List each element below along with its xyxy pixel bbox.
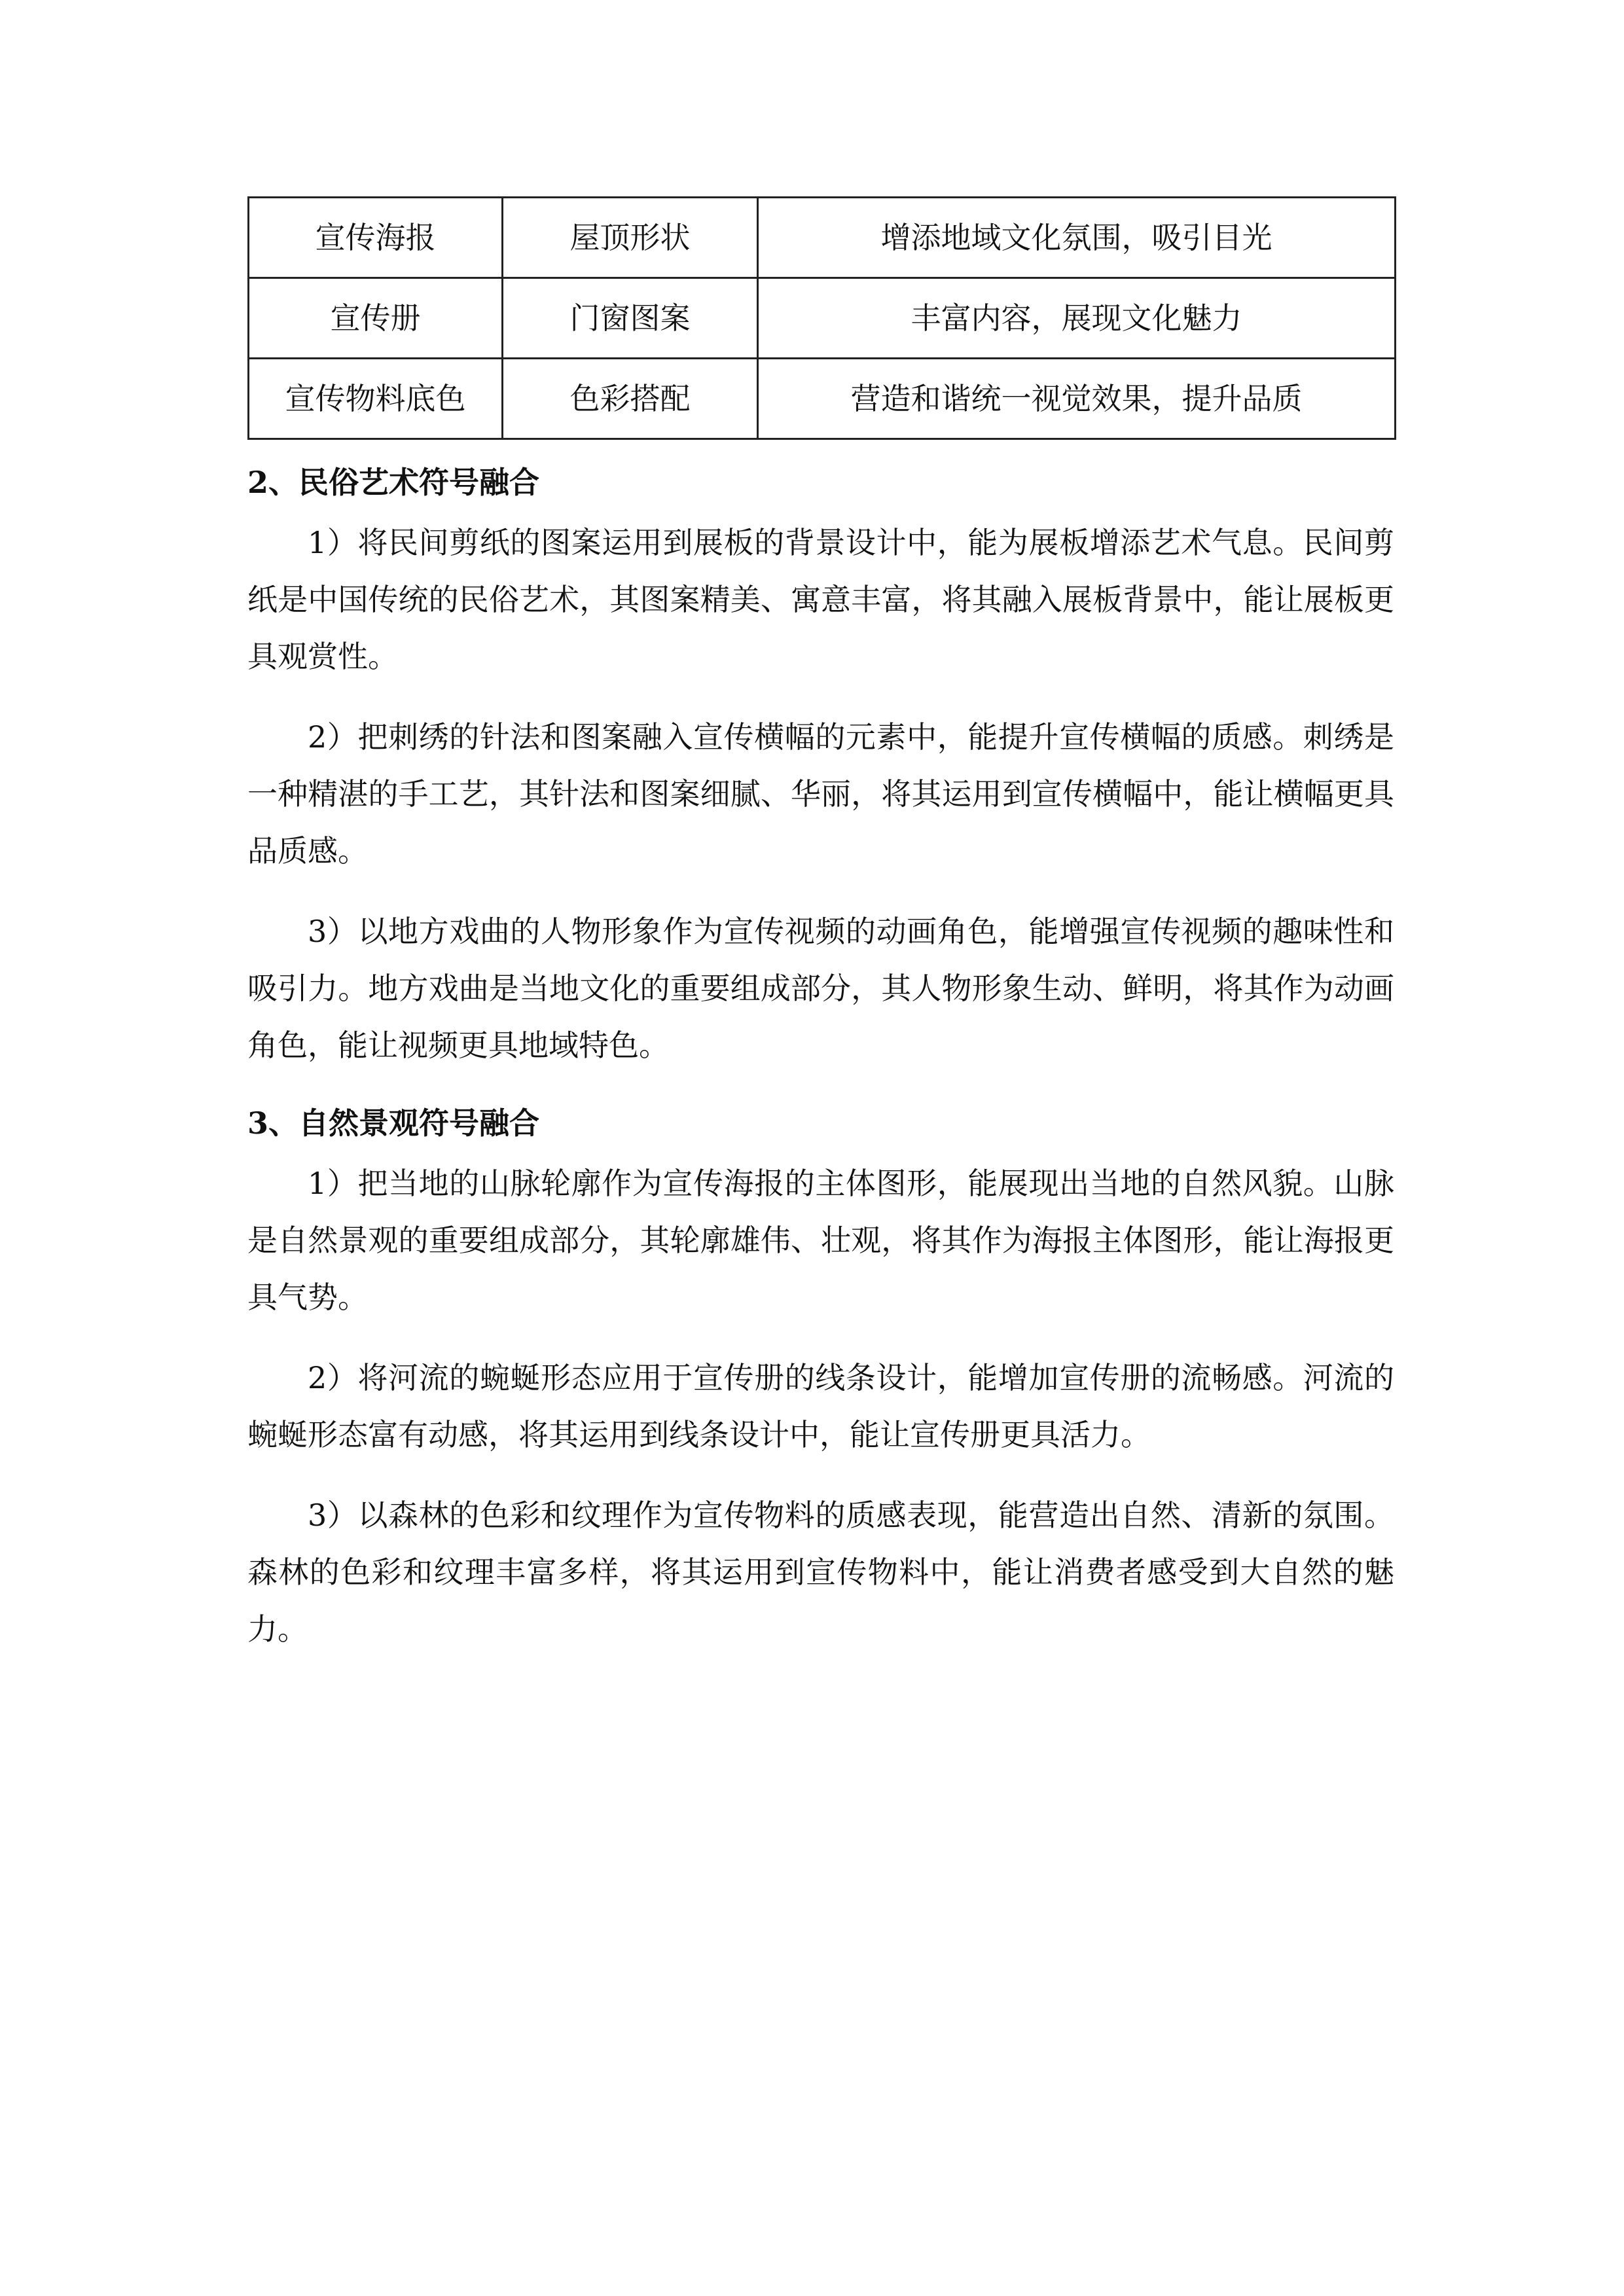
section-heading-folk-art: 2、民俗艺术符号融合 bbox=[247, 465, 540, 500]
page-content bbox=[247, 196, 1394, 1658]
symbol-application-table bbox=[247, 196, 1396, 440]
table-row bbox=[249, 198, 1396, 278]
table-cell: 宣传册 bbox=[249, 278, 503, 359]
table-cell: 门窗图案 bbox=[503, 278, 758, 359]
table-cell: 屋顶形状 bbox=[503, 198, 758, 278]
table-cell: 宣传海报 bbox=[249, 198, 503, 278]
table-row bbox=[249, 278, 1396, 359]
paragraph-landscape-2: 2）将河流的蜿蜒形态应用于宣传册的线条设计，能增加宣传册的流畅感。河流的蜿蜒形态富有动感，将其运用到线条设计中，能让宣传册更具活力。 bbox=[247, 1360, 1394, 1452]
table-row bbox=[249, 359, 1396, 439]
paragraph-landscape-1: 1）把当地的山脉轮廓作为宣传海报的主体图形，能展现出当地的自然风貌。山脉是自然景观的重要组成部分，其轮廓雄伟、壮观，将其作为海报主体图形，能让海报更具气势。 bbox=[247, 1166, 1394, 1315]
table-cell: 丰富内容，展现文化魅力 bbox=[758, 278, 1396, 359]
paragraph-folk-art-1: 1）将民间剪纸的图案运用到展板的背景设计中，能为展板增添艺术气息。民间剪纸是中国传统的民俗艺术，其图案精美、寓意丰富，将其融入展板背景中，能让展板更具观赏性。 bbox=[247, 525, 1394, 674]
paragraph-folk-art-3: 3）以地方戏曲的人物形象作为宣传视频的动画角色，能增强宣传视频的趣味性和吸引力。地方戏曲是当地文化的重要组成部分，其人物形象生动、鲜明，将其作为动画角色，能让视频更具地域特色。 bbox=[247, 914, 1394, 1063]
section-heading-natural-landscape: 3、自然景观符号融合 bbox=[247, 1105, 540, 1141]
table-cell: 增添地域文化氛围，吸引目光 bbox=[758, 198, 1396, 278]
table-cell: 色彩搭配 bbox=[503, 359, 758, 439]
table-cell: 宣传物料底色 bbox=[249, 359, 503, 439]
paragraph-landscape-3: 3）以森林的色彩和纹理作为宣传物料的质感表现，能营造出自然、清新的氛围。森林的色彩和纹理丰富多样，将其运用到宣传物料中，能让消费者感受到大自然的魅力。 bbox=[247, 1498, 1394, 1647]
paragraph-folk-art-2: 2）把刺绣的针法和图案融入宣传横幅的元素中，能提升宣传横幅的质感。刺绣是一种精湛的手工艺，其针法和图案细腻、华丽，将其运用到宣传横幅中，能让横幅更具品质感。 bbox=[247, 719, 1394, 869]
table-cell: 营造和谐统一视觉效果，提升品质 bbox=[758, 359, 1396, 439]
